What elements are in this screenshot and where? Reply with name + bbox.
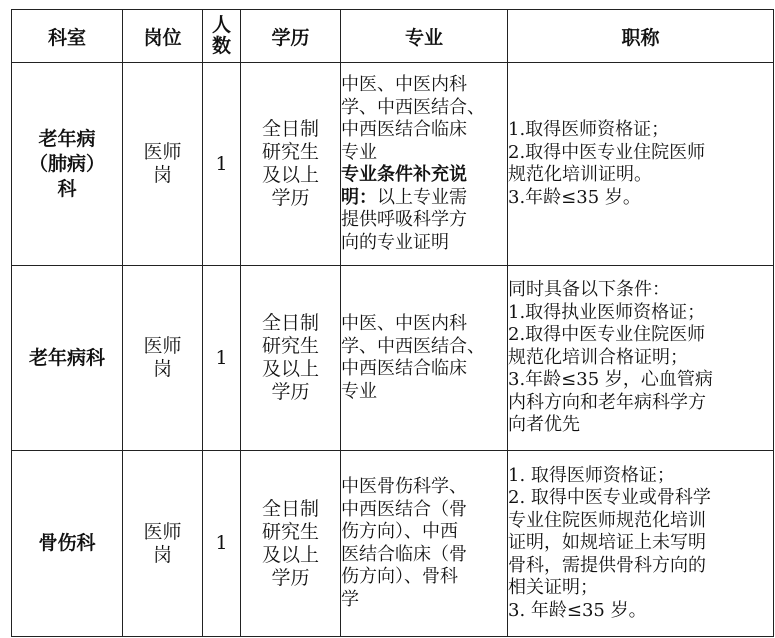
major-line: 专业 [341, 380, 377, 402]
major-line: 中西医结合（骨 [341, 498, 467, 520]
position-line: 岗 [152, 358, 172, 380]
header-row [12, 10, 774, 63]
dept-cell [12, 266, 123, 451]
title-line: 相关证明； [508, 577, 598, 599]
title-line: 规范化培训合格证明； [508, 346, 688, 368]
dept-line: 老年病科 [28, 346, 105, 369]
major-line: 学、中西医结合、 [341, 96, 485, 118]
major-line: 专业 [341, 141, 377, 163]
education-line: 学历 [271, 187, 310, 209]
education-line: 全日制 [261, 497, 319, 520]
major-note-text: 提供呼吸科学方 [341, 209, 467, 230]
major-line: 伤方向）、骨科 [341, 566, 458, 587]
requirements-table [11, 9, 774, 637]
education-line: 研究生 [261, 335, 319, 357]
major-note-text: 以上专业需 [377, 186, 467, 208]
dept-line: 科 [57, 177, 77, 200]
title-line: 向者优先 [508, 414, 580, 436]
position-cell [123, 63, 203, 266]
education-line: 学历 [271, 381, 310, 403]
header-count-label: 人数 [211, 14, 231, 57]
title-line: 2.取得中医专业住院医师 [508, 141, 706, 163]
major-cell [341, 266, 508, 451]
title-line: 3.年龄≤35 岁。 [508, 186, 641, 208]
major-line: 中西医结合临床 [341, 358, 467, 379]
title-line: 骨科，需提供骨科方向的 [508, 554, 706, 576]
dept-line: 老年病 [38, 127, 96, 150]
dept-line: （肺病） [28, 152, 105, 175]
header-count [203, 10, 241, 63]
education-line: 全日制 [261, 312, 319, 334]
title-cell [508, 63, 774, 266]
major-line: 医结合临床（骨 [341, 543, 467, 565]
major-note-label-end: 明： [341, 186, 377, 208]
title-cell [508, 451, 774, 637]
header-education: 学历 [241, 10, 341, 63]
title-line: 2. 取得中医专业或骨科学 [508, 487, 711, 509]
education-line: 全日制 [261, 118, 319, 140]
title-line: 内科方向和老年病科学方 [508, 391, 706, 413]
education-line: 研究生 [261, 520, 319, 543]
table-row [12, 451, 774, 637]
position-line: 医师 [143, 335, 182, 357]
major-cell [341, 451, 508, 637]
title-line: 专业住院医师规范化培训 [508, 509, 706, 531]
title-line: 2.取得中医专业住院医师 [508, 324, 706, 346]
header-dept: 科室 [12, 10, 123, 63]
table-row [12, 63, 774, 266]
education-line: 学历 [271, 566, 310, 589]
title-line: 1.取得医师资格证； [508, 119, 670, 140]
position-cell [123, 266, 203, 451]
position-line: 医师 [143, 141, 182, 163]
education-cell [241, 266, 341, 451]
title-line: 3.年龄≤35 岁，心血管病 [508, 369, 713, 391]
dept-line: 骨伤科 [38, 532, 96, 554]
dept-cell [12, 451, 123, 637]
header-position: 岗位 [123, 10, 203, 63]
title-line: 规范化培训证明。 [508, 164, 652, 185]
header-major: 专业 [341, 10, 508, 63]
major-cell [341, 63, 508, 266]
table-row [12, 266, 774, 451]
education-line: 及以上 [261, 543, 319, 566]
position-line: 岗 [152, 164, 172, 186]
major-note-label: 专业条件补充说 [341, 164, 467, 185]
major-line: 中西医结合临床 [341, 119, 467, 140]
position-cell [123, 451, 203, 637]
major-line: 伤方向）、中西 [341, 521, 458, 542]
title-line: 证明，如规培证上未写明 [508, 532, 706, 554]
position-line: 医师 [143, 520, 182, 543]
education-line: 研究生 [261, 141, 319, 163]
major-line: 中医、中医内科 [341, 74, 467, 95]
major-line: 中医骨伤科学、 [341, 476, 467, 497]
title-line: 1. 取得医师资格证； [508, 464, 675, 486]
count-cell: 1 [203, 63, 241, 266]
education-line: 及以上 [261, 164, 319, 186]
major-line: 学 [341, 588, 359, 610]
major-note-text: 向的专业证明 [341, 231, 449, 253]
count-cell: 1 [203, 266, 241, 451]
major-line: 学、中西医结合、 [341, 335, 485, 357]
count-cell: 1 [203, 451, 241, 637]
dept-cell [12, 63, 123, 266]
title-line: 3. 年龄≤35 岁。 [508, 599, 647, 621]
title-line: 1.取得执业医师资格证； [508, 301, 706, 323]
title-line: 同时具备以下条件： [508, 279, 670, 301]
title-cell [508, 266, 774, 451]
position-line: 岗 [152, 543, 172, 566]
education-cell [241, 451, 341, 637]
major-line: 中医、中医内科 [341, 313, 467, 334]
education-line: 及以上 [261, 358, 319, 380]
education-cell [241, 63, 341, 266]
header-title: 职称 [508, 10, 774, 63]
